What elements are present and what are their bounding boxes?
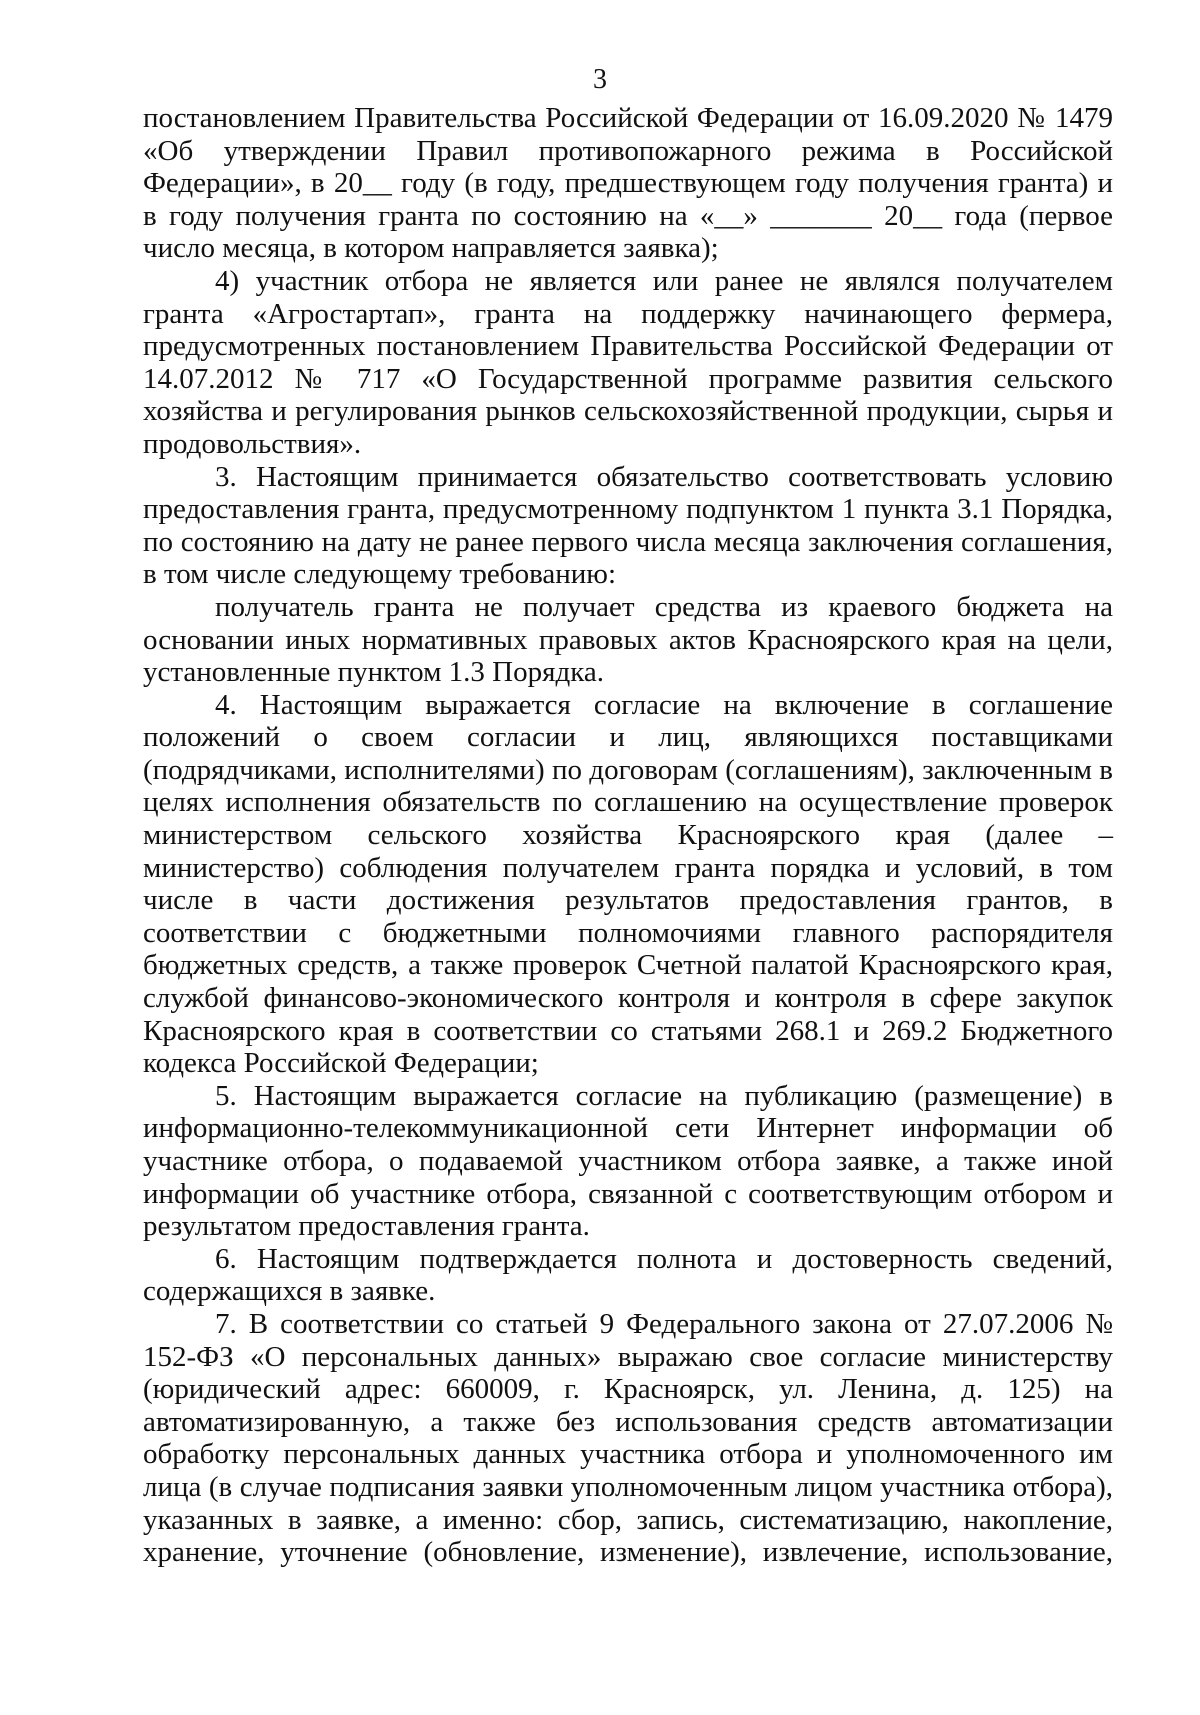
paragraph-continuation: постановлением Правительства Российской Федерации от 16.09.2020 № 1479 «Об утверждении Правил противопожарного режима в Российской Федерации», в 20__ году (в году, предшествующем году получения гранта) и в году получения гранта по состоянию на «__» _______ 20__ года (первое число месяца, в котором направляется заявка); (143, 102, 1113, 265)
paragraph-confirmation: 6. Настоящим подтверждается полнота и достоверность сведений, содержащихся в заявке. (143, 1242, 1113, 1308)
paragraph-consent-verification: 4. Настоящим выражается согласие на включение в соглашение положений о своем согласии и лиц, являющихся поставщиками (подрядчиками, исполнителями) по договорам (соглашениям), заключенным в целях исполнения обязательств по соглашению на осуществление проверок министерством сельского хозяйства Красноярского края (далее – министерство) соблюдения получателем гранта порядка и условий, в том числе в части достижения результатов предоставления грантов, в соответствии с бюджетными полномочиями главного распорядителя бюджетных средств, а также проверок Счетной палатой Красноярского края, службой финансово-экономического контроля и контроля в сфере закупок Красноярского края в соответствии со статьями 268.1 и 269.2 Бюджетного кодекса Российской Федерации; (143, 688, 1113, 1080)
paragraph-requirement: получатель гранта не получает средства из краевого бюджета на основании иных нормативных правовых актов Красноярского края на цели, установленные пунктом 1.3 Порядка. (143, 590, 1113, 689)
page-number: 3 (593, 64, 607, 95)
paragraph-item-4: 4) участник отбора не является или ранее не являлся получателем гранта «Агростартап», гранта на поддержку начинающего фермера, предусмотренных постановлением Правительства Российской Федерации от 14.07.2012 № 717 «О Государственной программе развития сельского хозяйства и регулирования рынков сельскохозяйственной продукции, сырья и продовольствия». (143, 264, 1113, 460)
paragraph-personal-data: 7. В соответствии со статьей 9 Федерального закона от 27.07.2006 № 152-ФЗ «О персональных данных» выражаю свое согласие министерству (юридический адрес: 660009, г. Красноярск, ул. Ленина, д. 125) на автоматизированную, а также без использования средств автоматизации обработку персональных данных участника отбора и уполномоченного им лица (в случае подписания заявки уполномоченным лицом участника отбора), указанных в заявке, а именно: сбор, запись, систематизацию, накопление, хранение, уточнение (обновление, изменение), извлечение, использование, (143, 1307, 1113, 1569)
paragraph-consent-publication: 5. Настоящим выражается согласие на публикацию (размещение) в информационно-телекоммуникационной сети Интернет информации об участнике отбора, о подаваемой участником отбора заявке, а также иной информации об участнике отбора, связанной с соответствующим отбором и результатом предоставления гранта. (143, 1079, 1113, 1243)
document-body (143, 102, 1113, 1569)
paragraph-item-3: 3. Настоящим принимается обязательство соответствовать условию предоставления гранта, предусмотренному подпунктом 1 пункта 3.1 Порядка, по состоянию на дату не ранее первого числа месяца заключения соглашения, в том числе следующему требованию: (143, 460, 1113, 591)
